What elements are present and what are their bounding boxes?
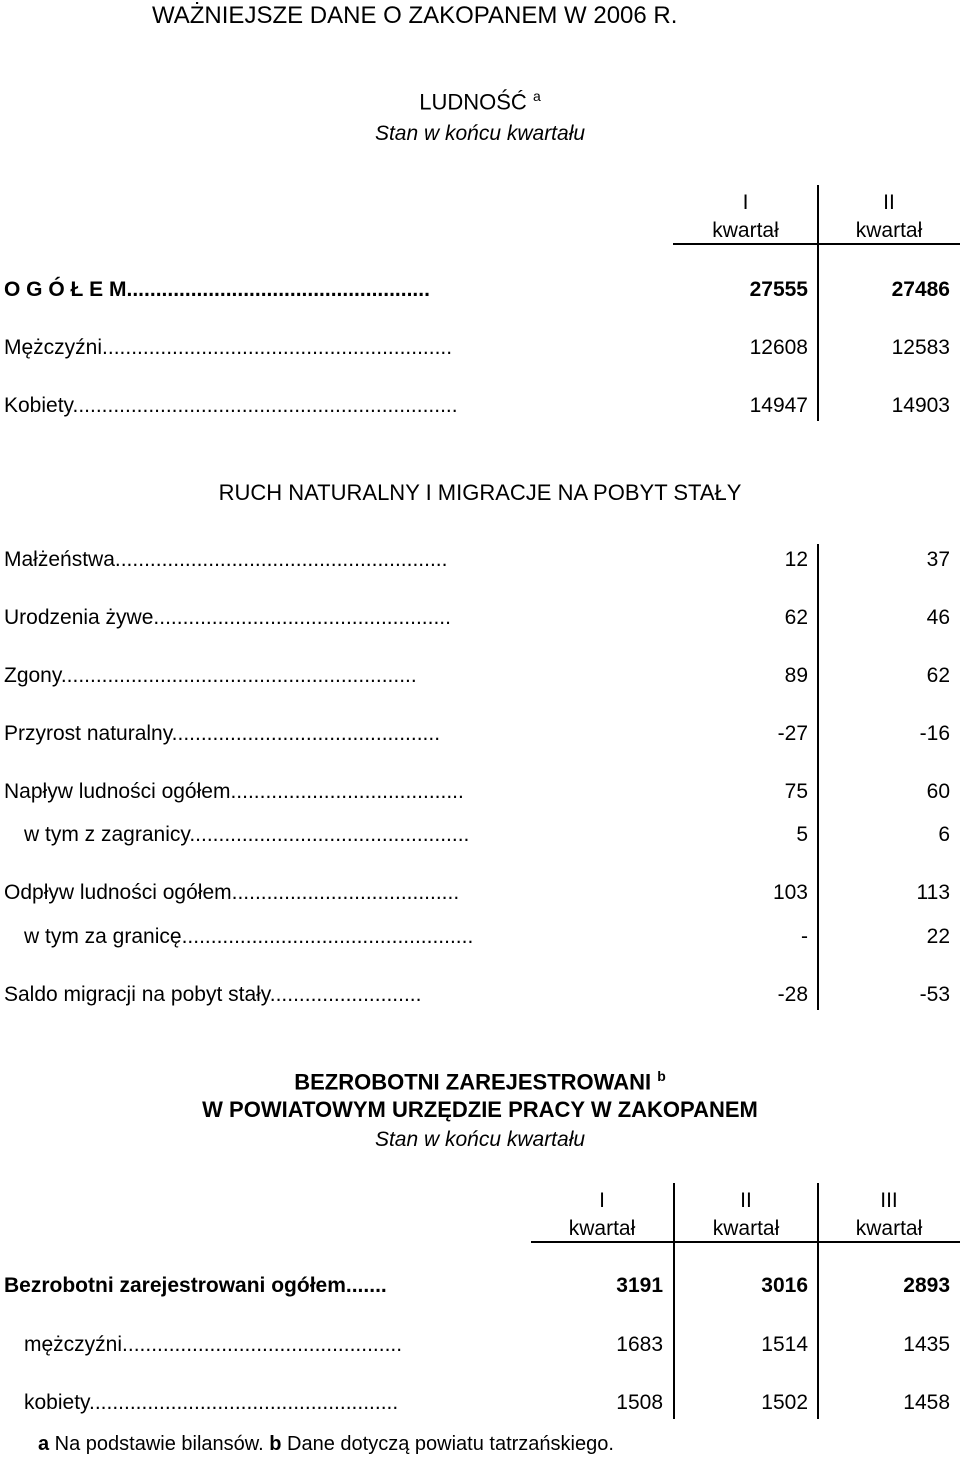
table-cell: -27 <box>777 722 808 745</box>
table-cell: 12583 <box>891 336 950 359</box>
table-row: kobiety..................................................... <box>24 1391 399 1414</box>
table-cell: 27486 <box>891 278 950 301</box>
table-cell: 22 <box>926 925 950 948</box>
table-cell: -16 <box>919 722 950 745</box>
table-cell: 60 <box>926 780 950 803</box>
population-subtitle: Stan w końcu kwartału <box>374 122 586 145</box>
unemployed-title-line2: W POWIATOWYM URZĘDZIE PRACY W ZAKOPANEM <box>202 1097 758 1122</box>
table-row: Napływ ludności ogółem........................................ <box>4 780 464 803</box>
table-cell: 89 <box>784 664 808 687</box>
table-cell: - <box>801 925 808 948</box>
footnote-marker-a: a <box>532 88 541 104</box>
column-divider <box>817 185 819 421</box>
table-cell: 6 <box>938 823 950 846</box>
table-cell: 14903 <box>891 394 950 417</box>
table-cell: 37 <box>926 548 950 571</box>
table-cell: 1508 <box>616 1391 663 1414</box>
table-cell: 62 <box>784 606 808 629</box>
column-divider <box>817 544 819 1010</box>
unemployed-title: BEZROBOTNI ZAREJESTROWANI $^b$ <box>294 1068 666 1095</box>
population-title: LUDNOŚĆ $^a$ <box>419 88 541 115</box>
column-header-q3: III kwartał <box>855 1189 923 1240</box>
table-cell: 12608 <box>749 336 808 359</box>
table-cell: 75 <box>784 780 808 803</box>
table-row: Saldo migracji na pobyt stały.......................... <box>4 983 422 1006</box>
table-row: Przyrost naturalny.............................................. <box>4 722 441 745</box>
table-row: Odpływ ludności ogółem....................................... <box>4 881 460 904</box>
column-divider <box>817 1183 819 1419</box>
page-title: WAŻNIEJSZE DANE O ZAKOPANEM W 2006 R. <box>152 2 678 29</box>
table-cell: 14947 <box>749 394 808 417</box>
column-divider <box>673 1183 675 1419</box>
table-row: Mężczyźni............................................................ <box>4 336 453 359</box>
table-row: w tym z zagranicy................................................ <box>24 823 470 846</box>
table-cell: 1502 <box>761 1391 808 1414</box>
table-cell: 1435 <box>903 1333 950 1356</box>
table-row: Małżeństwa......................................................... <box>4 548 448 571</box>
column-header-q2: II kwartał <box>855 191 923 242</box>
table-row: O G Ó Ł E M.................................................... <box>4 278 430 301</box>
table-row: Zgony............................................................. <box>4 664 417 687</box>
table-cell: 1683 <box>616 1333 663 1356</box>
table-row: Urodzenia żywe................................................... <box>4 606 451 629</box>
footnote: a Na podstawie bilansów. b Dane dotyczą powiatu tatrzańskiego. <box>38 1433 614 1455</box>
table-cell: -53 <box>919 983 950 1006</box>
table-row: Bezrobotni zarejestrowani ogółem....... <box>4 1274 387 1297</box>
column-header-q2: II kwartał <box>712 1189 780 1240</box>
table-cell: 3016 <box>761 1274 808 1297</box>
footnote-marker-b: b <box>657 1068 666 1084</box>
table-cell: 12 <box>784 548 808 571</box>
table-cell: 46 <box>926 606 950 629</box>
table-cell: 62 <box>926 664 950 687</box>
table-cell: 1514 <box>761 1333 808 1356</box>
table-cell: 3191 <box>616 1274 663 1297</box>
unemployed-subtitle: Stan w końcu kwartału <box>374 1128 586 1151</box>
column-header-q1: I kwartał <box>712 191 779 242</box>
table-cell: 1458 <box>903 1391 950 1414</box>
table-row: w tym za granicę.................................................. <box>24 925 474 948</box>
table-cell: 27555 <box>749 278 808 301</box>
header-rule <box>673 243 960 245</box>
header-rule <box>531 1241 960 1243</box>
table-row: mężczyźni................................................ <box>24 1333 403 1356</box>
table-row: Kobiety.................................................................. <box>4 394 458 417</box>
table-cell: 5 <box>796 823 808 846</box>
table-cell: 113 <box>916 881 950 904</box>
table-cell: -28 <box>777 983 808 1006</box>
table-cell: 2893 <box>903 1274 950 1297</box>
column-header-q1: I kwartał <box>568 1189 636 1240</box>
table-cell: 103 <box>772 881 808 904</box>
movement-title: RUCH NATURALNY I MIGRACJE NA POBYT STAŁY <box>218 480 742 505</box>
